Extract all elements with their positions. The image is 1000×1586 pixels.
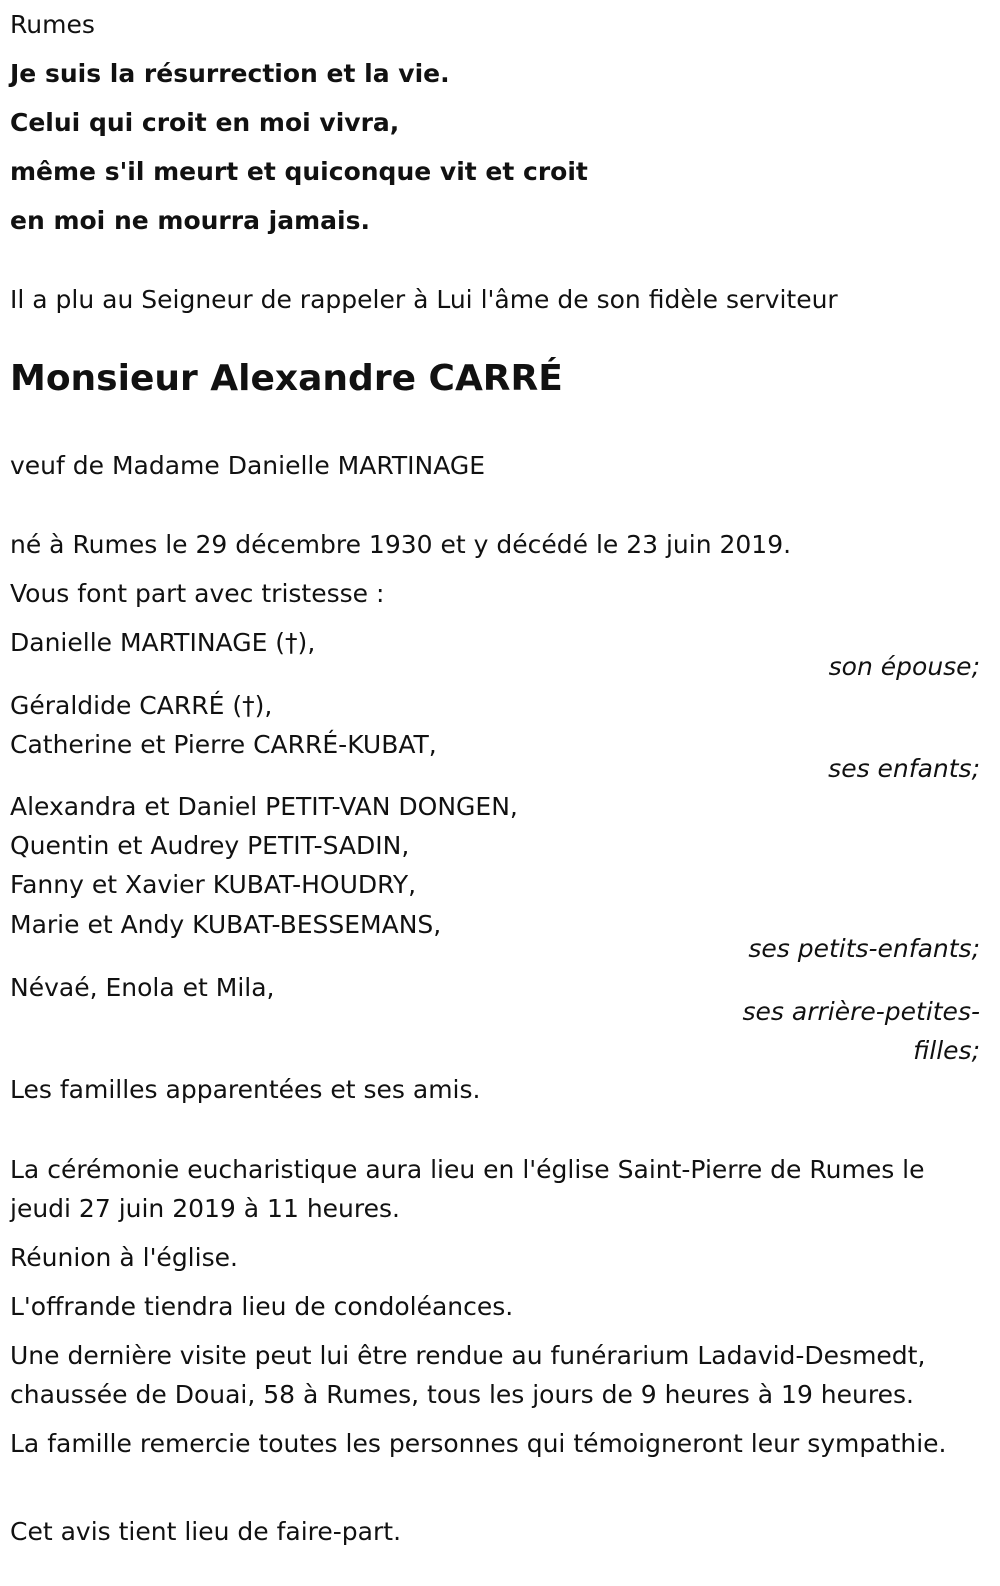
relation-label-children: ses enfants; — [828, 754, 980, 783]
verse-line: même s'il meurt et quiconque vit et croit — [10, 157, 588, 186]
family-grandchild: Marie et Andy KUBAT-BESSEMANS, — [10, 910, 442, 939]
ceremony-text: La cérémonie eucharistique aura lieu en l'église Saint-Pierre de Rumes le jeudi 27 juin 2019 à 11 heures. — [10, 1155, 925, 1223]
thanks-text: La famille remercie toutes les personnes qui témoigneront leur sympathie. — [10, 1429, 947, 1458]
birth-death-text: né à Rumes le 29 décembre 1930 et y décédé le 23 juin 2019. — [10, 530, 792, 559]
place-heading: Rumes — [10, 10, 95, 39]
relation-label-great-grandchildren-cont: filles; — [913, 1036, 980, 1065]
announce-text: Vous font part avec tristesse : — [10, 579, 385, 608]
deceased-name: Monsieur Alexandre CARRÉ — [10, 358, 563, 399]
meeting-text: Réunion à l'église. — [10, 1243, 238, 1272]
offering-text: L'offrande tiendra lieu de condoléances. — [10, 1292, 514, 1321]
verse-line: Celui qui croit en moi vivra, — [10, 108, 400, 137]
relation-label-grandchildren: ses petits-enfants; — [748, 934, 980, 963]
family-child: Catherine et Pierre CARRÉ-KUBAT, — [10, 730, 437, 759]
family-grandchild: Quentin et Audrey PETIT-SADIN, — [10, 831, 410, 860]
visit-text: Une dernière visite peut lui être rendue au funérarium Ladavid-Desmedt, chaussée de Douai, 58 à Rumes, tous les jours de 9 heures à 19 heures. — [10, 1341, 926, 1409]
others-text: Les familles apparentées et ses amis. — [10, 1075, 481, 1104]
family-child: Géraldide CARRÉ (†), — [10, 691, 273, 720]
verse-line: Je suis la résurrection et la vie. — [10, 59, 450, 88]
family-spouse: Danielle MARTINAGE (†), — [10, 628, 316, 657]
relation-label-great-grandchildren: ses arrière-petites- — [742, 997, 980, 1026]
family-grandchild: Alexandra et Daniel PETIT-VAN DONGEN, — [10, 792, 518, 821]
closing-text: Cet avis tient lieu de faire-part. — [10, 1517, 402, 1546]
widower-text: veuf de Madame Danielle MARTINAGE — [10, 451, 486, 480]
family-great-grandchild: Névaé, Enola et Mila, — [10, 973, 275, 1002]
family-grandchild: Fanny et Xavier KUBAT-HOUDRY, — [10, 870, 417, 899]
relation-label-spouse: son épouse; — [828, 652, 980, 681]
verse-line: en moi ne mourra jamais. — [10, 206, 370, 235]
intro-text: Il a plu au Seigneur de rappeler à Lui l'âme de son fidèle serviteur — [10, 285, 838, 314]
